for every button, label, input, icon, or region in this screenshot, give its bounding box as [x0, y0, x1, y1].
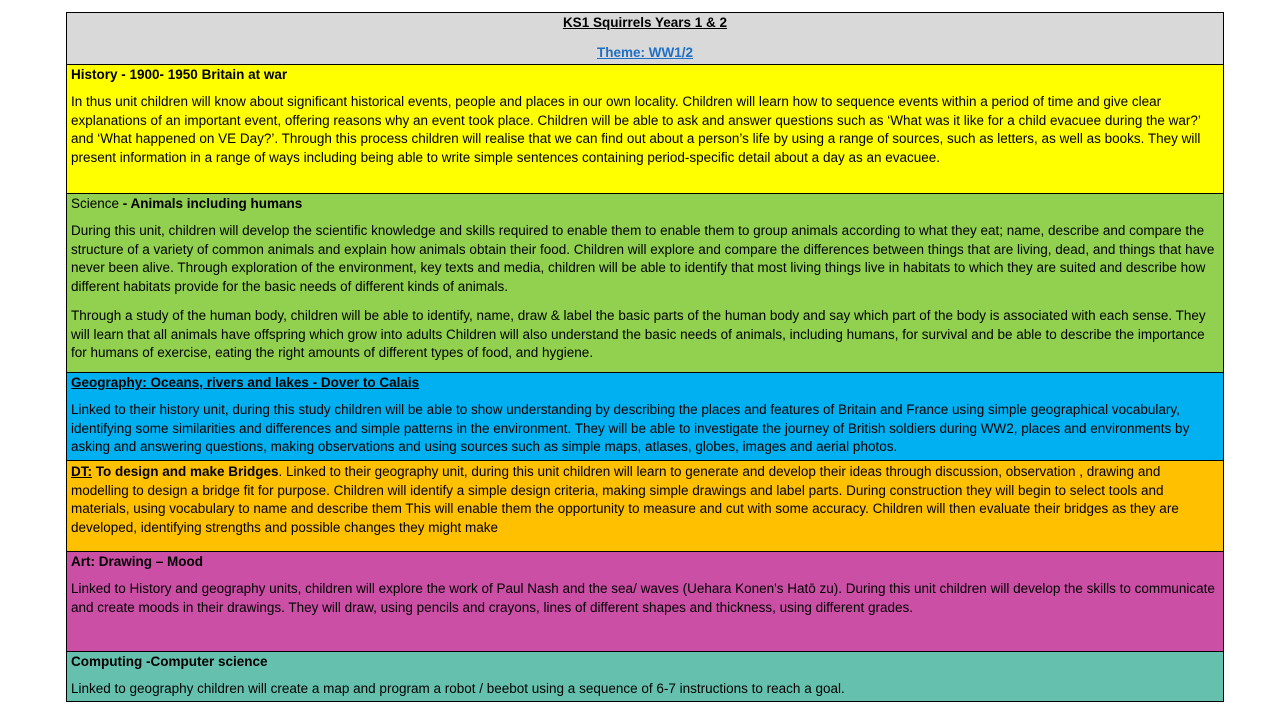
history-section — [67, 64, 1223, 193]
science-title-rest: - Animals including humans — [119, 196, 303, 211]
curriculum-table — [66, 12, 1224, 702]
dt-body: . Linked to their geography unit, during this unit children will learn to generate and develop their ideas through discussion, observation , drawing and modelling to design a bridge fit for purpose. Children will identify a simple design criteria, making simple drawings and label parts. During construction they will begin to select tools and materials, using vocabulary to name and describe them This will enable them the opportunity to measure and cut with some accuracy. Children will then evaluate their bridges as they are developed, identifying strengths and possible changes they might make — [71, 464, 1179, 536]
computing-section — [67, 651, 1223, 701]
dt-title: To design and make Bridges — [92, 464, 279, 479]
art-section — [67, 551, 1223, 651]
history-body: In thus unit children will know about significant historical events, people and places in our own locality. Children will learn how to sequence events within a period of time and give clear explanations of an important event, offering reasons why an event took place. Children will be able to ask and answer questions such as ‘What was it like for a child evacuee during the war?’ and ‘What happened on VE Day?’. Through this process children will realise that we can find out about a person’s life by using a range of sources, such as letters, as well as books. They will present information in a range of ways including being able to write simple sentences containing period-specific detail about a day as an evacuee. — [71, 94, 1201, 166]
geography-section — [67, 372, 1223, 460]
science-body-1: During this unit, children will develop the scientific knowledge and skills required to enable them to enable them to group animals according to what they eat; name, describe and compare the structure of a variety of common animals and explain how animals obtain their food. Children will explore and compare the differences between things that are living, dead, and things that have never been alive. Through exploration of the environment, key texts and media, children will be able to identify that most living things live in habitats to which they are suited and describe how different habitats provide for the basic needs of different kinds of animals. — [71, 223, 1215, 295]
geography-body: Linked to their history unit, during this study children will be able to show understanding by describing the places and features of Britain and France using simple geographical vocabulary, identifying some similarities and differences and simple patterns in the environment. They will be able to investigate the journey of British soldiers during WW2, places and environments by asking and answering questions, making observations and using sources such as simple maps, atlases, globes, images and aerial photos. — [71, 402, 1190, 455]
art-title: Art: Drawing – Mood — [71, 554, 203, 569]
history-title: History - 1900- 1950 Britain at war — [71, 67, 288, 82]
science-title-prefix: Science — [71, 196, 120, 211]
computing-body: Linked to geography children will create a map and program a robot / beebot using a sequence of 6-7 instructions to reach a goal. — [71, 681, 845, 696]
art-body: Linked to History and geography units, children will explore the work of Paul Nash and the sea/ waves (Uehara Konen's Hatō zu). During this unit children will develop the skills to communicate and create moods in their drawings. They will draw, using pencils and crayons, lines of different shapes and thickness, using different grades. — [71, 581, 1215, 615]
dt-label: DT: — [71, 464, 92, 479]
page-title: KS1 Squirrels Years 1 & 2 — [562, 15, 728, 30]
theme-link[interactable]: Theme: WW1/2 — [596, 45, 693, 60]
computing-title: Computing -Computer science — [71, 654, 268, 669]
geography-title: Geography: Oceans, rivers and lakes - Dover to Calais — [71, 375, 420, 390]
science-section — [67, 193, 1223, 372]
dt-paragraph — [71, 463, 1219, 538]
science-title — [71, 196, 1219, 212]
science-body-2: Through a study of the human body, children will be able to identify, name, draw & label the basic parts of the human body and say which part of the body is associated with each sense. They will learn that all animals have offspring which grow into adults Children will also understand the basic needs of animals, including humans, for survival and be able to describe the importance for humans of exercise, eating the right amounts of different types of food, and hygiene. — [71, 307, 1206, 361]
dt-section — [67, 460, 1223, 551]
header-row — [67, 13, 1223, 64]
